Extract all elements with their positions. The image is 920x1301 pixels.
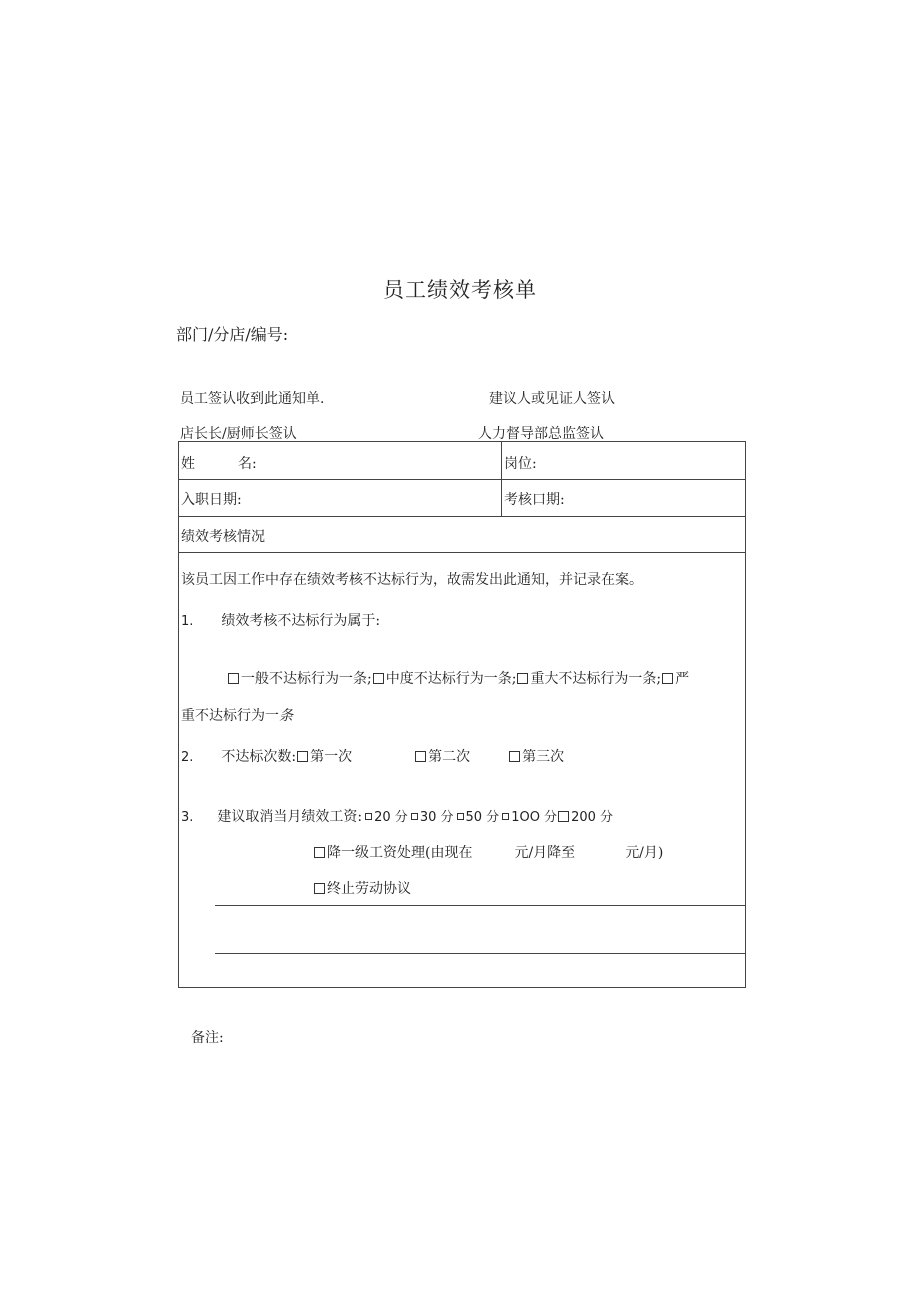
writing-line [215, 953, 745, 954]
item-1-label: 绩效考核不达标行为属于: [221, 613, 381, 629]
hr-signature-label: 人力督导部总监签认 [478, 426, 604, 442]
item-1-number: 1. [181, 614, 194, 629]
intro-text: 该员工因工作中存在绩效考核不达标行为，故需发出此通知，并记录在案。 [181, 572, 643, 588]
assessment-form [178, 441, 746, 988]
checkbox-50-points[interactable] [457, 813, 464, 820]
remarks-label: 备注: [191, 1030, 224, 1046]
item-3: 3. 建议取消当月绩效工资: 20 分 30 分 50 分 1OO 分 200 分 [181, 809, 614, 825]
item-1 [181, 610, 380, 630]
demotion-option: 降一级工资处理(由现在 元/月降至 元/月) [313, 842, 663, 862]
join-date-field-label: 入职日期: [181, 492, 242, 508]
item-3-label: 建议取消当月绩效工资: [217, 809, 363, 825]
checkbox-major[interactable] [517, 673, 528, 684]
checkbox-terminate[interactable] [314, 883, 325, 894]
checkbox-moderate[interactable] [373, 673, 384, 684]
writing-line [215, 905, 745, 906]
checkbox-30-points[interactable] [411, 813, 418, 820]
checkbox-first-time[interactable] [297, 751, 308, 762]
checkbox-third-time[interactable] [509, 751, 520, 762]
terminate-option: 终止劳动协议 [313, 878, 411, 898]
checkbox-second-time[interactable] [415, 751, 426, 762]
section-header: 绩效考核情况 [181, 529, 265, 545]
name-field-label: 姓 名: [181, 456, 257, 472]
position-field-label: 岗位: [504, 456, 537, 472]
behavior-options-continuation: 重不达标行为一条 [181, 708, 293, 724]
checkbox-20-points[interactable] [365, 813, 372, 820]
row-divider [179, 479, 745, 480]
page-title: 员工绩效考核单 [383, 278, 537, 302]
witness-signature-label: 建议人或见证人签认 [489, 391, 615, 407]
checkbox-100-points[interactable] [502, 813, 509, 820]
checkbox-general[interactable] [228, 673, 239, 684]
behavior-options: 一般不达标行为一条; 中度不达标行为一条; 重大不达标行为一条; 严 [227, 668, 689, 688]
row-divider [179, 552, 745, 553]
checkbox-demotion[interactable] [314, 847, 325, 858]
item-2-number: 2. [181, 750, 194, 765]
item-2-label: 不达标次数: [221, 749, 297, 765]
column-divider [501, 442, 502, 516]
manager-signature-label: 店长长/厨师长签认 [180, 426, 297, 442]
item-3-number: 3. [181, 810, 194, 825]
row-divider [179, 516, 745, 517]
item-2: 2. 不达标次数: 第一次 第二次 第三次 [181, 749, 565, 765]
checkbox-severe[interactable] [662, 673, 673, 684]
department-label: 部门/分店/编号: [176, 325, 289, 344]
checkbox-200-points[interactable] [558, 811, 569, 822]
review-date-field-label: 考核口期: [504, 492, 565, 508]
employee-signature-label: 员工签认收到此通知单. [180, 391, 325, 407]
